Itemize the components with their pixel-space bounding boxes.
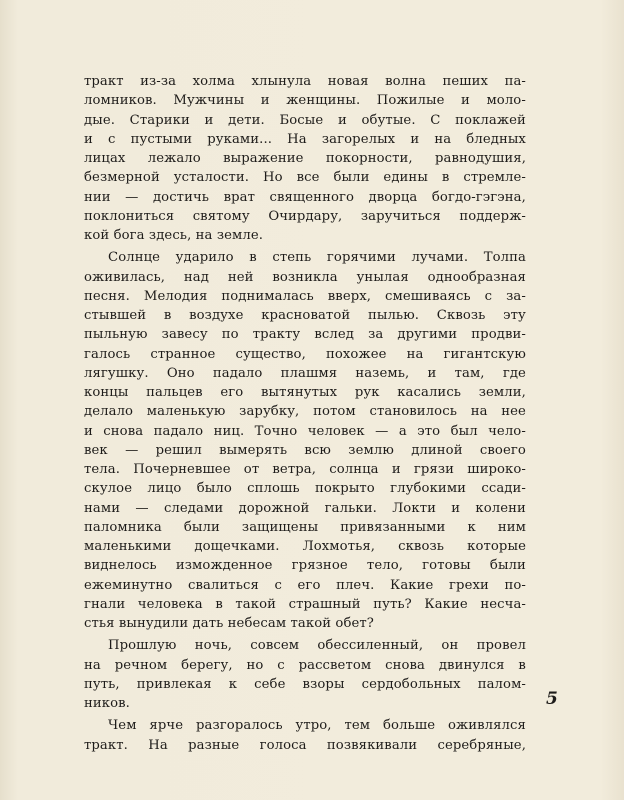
text-line: стья вынудили дать небесам такой обет? [84,616,374,631]
text-line: гнали человека в такой страшный путь? Какие несча- [84,596,526,612]
text-line: лягушку. Оно падало плашмя наземь, и там, где [84,365,526,381]
text-line: скулое лицо было сплошь покрыто глубокими ссади- [84,481,526,497]
paragraph [84,716,526,755]
page-number: 5 [546,689,558,709]
text-line: песня. Мелодия поднималась вверх, смешиваясь с за- [84,288,526,304]
text-line: нии — достичь врат священного дворца богдо-гэгэна, [84,189,526,205]
text-line: Прошлую ночь, совсем обессиленный, он провел [108,638,526,654]
text-line: безмерной усталости. Но все были едины в стремле- [84,170,526,186]
paragraph [84,72,526,245]
text-line: на речном берегу, но с рассветом снова двинулся в [84,657,526,673]
text-line: дые. Старики и дети. Босые и обутые. С поклажей [84,112,526,128]
text-line: век — решил вымерять всю землю длиной своего [84,442,526,458]
text-line: нами — следами дорожной гальки. Локти и колени [84,500,526,516]
text-line: оживилась, над ней возникла унылая однообразная [84,269,526,285]
text-line: маленькими дощечками. Лохмотья, сквозь которые [84,539,526,554]
text-line: кой бога здесь, на земле. [84,228,264,243]
paragraph [84,636,526,713]
text-line: лицах лежало выражение покорности, равнодушия, [84,151,526,166]
text-line: Солнце ударило в степь горячими лучами. Толпа [108,250,526,266]
text-line: ежеминутно свалиться с его плеч. Какие грехи по- [84,577,526,593]
text-line: виднелось изможденное грязное тело, готовы были [84,558,526,574]
text-line: ломников. Мужчины и женщины. Пожилые и моло- [84,93,526,109]
text-line: паломника были защищены привязанными к ним [84,519,526,535]
text-line: и с пустыми руками... На загорелых и на бледных [84,131,526,147]
text-line: концы пальцев его вытянутых рук касались земли, [84,385,526,400]
paragraph [84,248,526,633]
text-line: делало маленькую зарубку, потом становилось на нее [84,404,526,420]
text-line: тракт из-за холма хлынула новая волна пеших па- [84,74,526,89]
body-text [84,72,526,755]
text-line: ников. [84,696,130,711]
text-line: путь, привлекая к себе взоры сердобольных палом- [84,676,526,692]
text-line: и снова падало ниц. Точно человек — а это был чело- [84,423,526,439]
text-line: пыльную завесу по тракту вслед за другими продви- [84,327,526,343]
text-line: стывшей в воздухе красноватой пылью. Сквозь эту [84,308,526,323]
text-line: тела. Почерневшее от ветра, солнца и грязи широко- [84,462,526,477]
text-line: галось странное существо, похожее на гигантскую [84,346,526,362]
text-line: поклониться святому Очирдару, заручиться поддерж- [84,208,526,224]
text-line: тракт. На разные голоса позвякивали серебряные, [84,737,526,753]
text-line: Чем ярче разгоралось утро, тем больше оживлялся [108,718,526,734]
